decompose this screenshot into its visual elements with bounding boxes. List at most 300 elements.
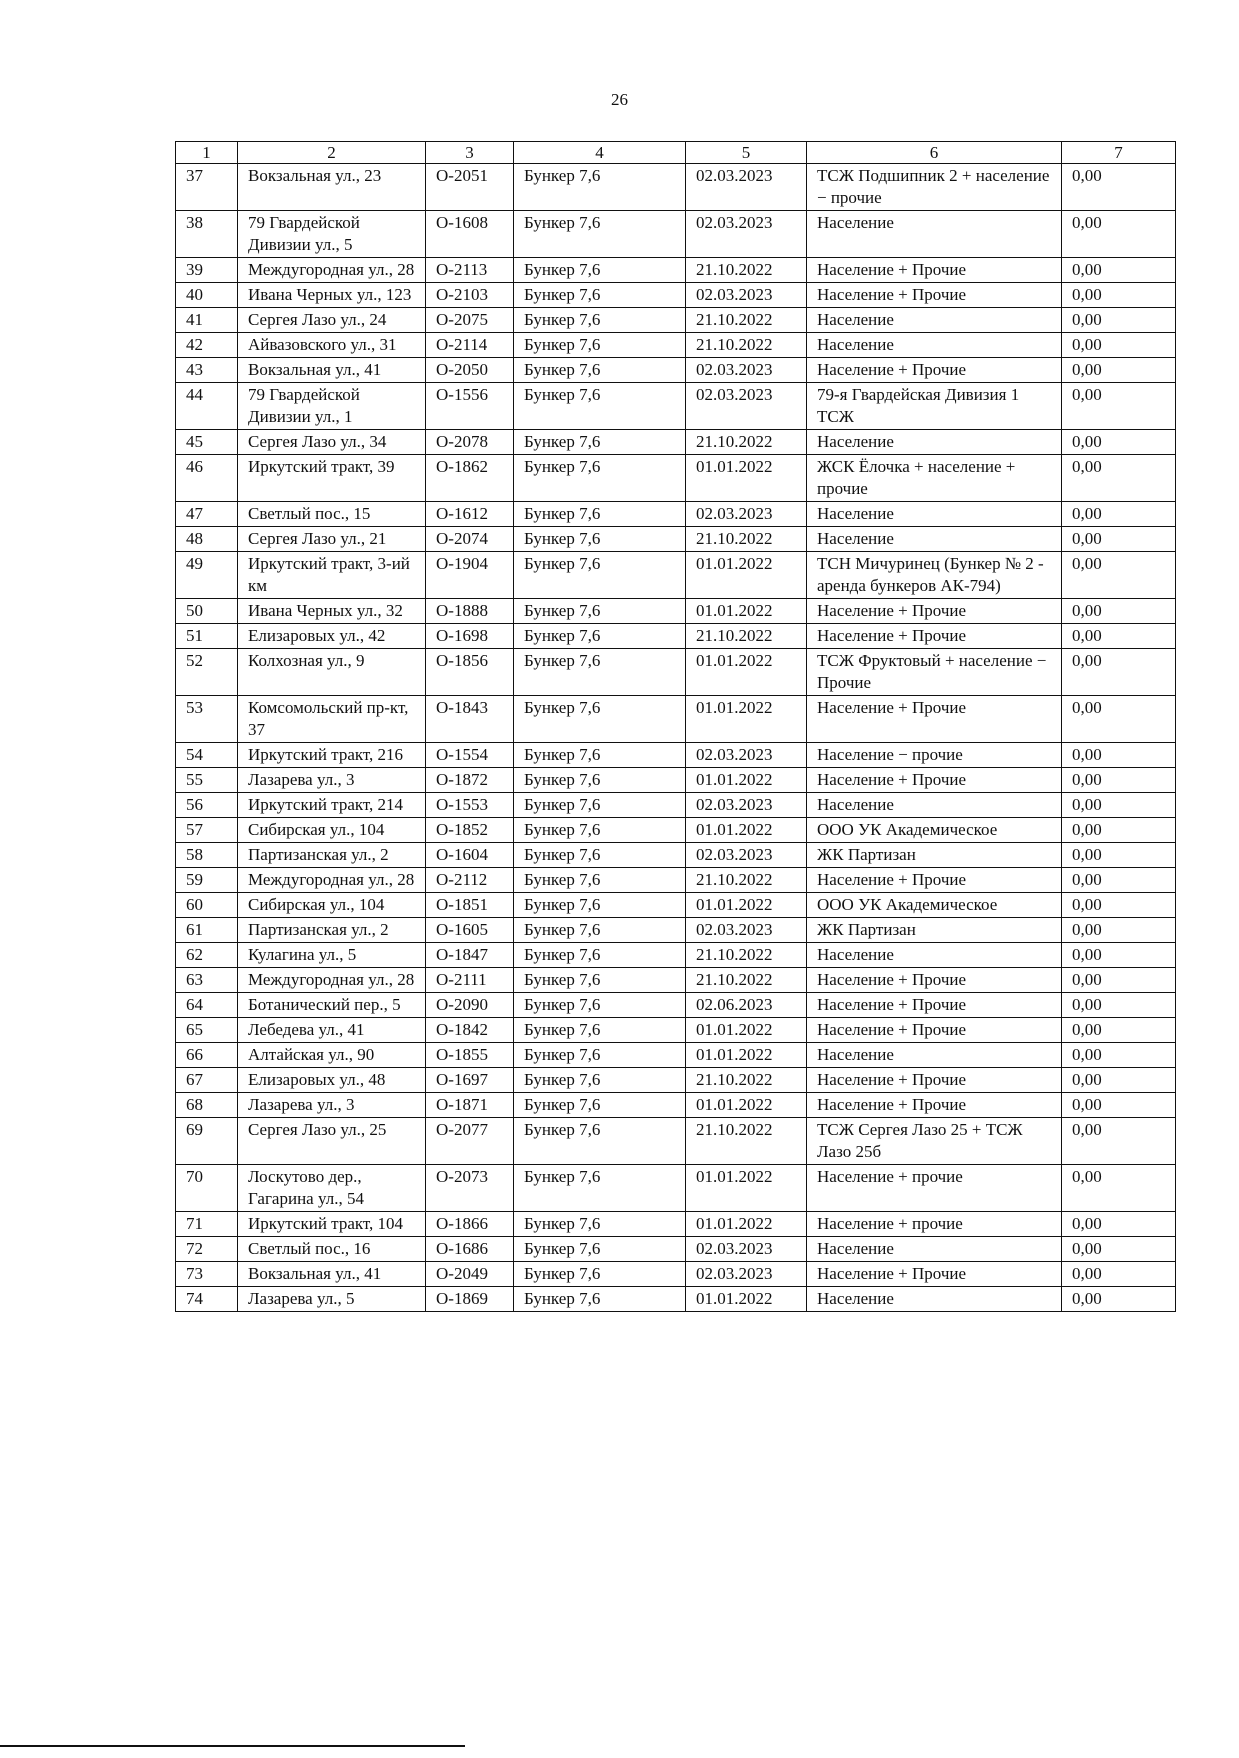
table-row bbox=[176, 893, 1176, 918]
consumer-cell: Население + Прочие bbox=[807, 868, 1062, 893]
consumer-cell: Население + Прочие bbox=[807, 696, 1062, 743]
table-row bbox=[176, 358, 1176, 383]
consumer-cell: Население bbox=[807, 1237, 1062, 1262]
row-number: 49 bbox=[176, 552, 238, 599]
table-row bbox=[176, 918, 1176, 943]
value-cell: 0,00 bbox=[1062, 1237, 1176, 1262]
row-number: 43 bbox=[176, 358, 238, 383]
address-cell: Иркутский тракт, 39 bbox=[238, 455, 426, 502]
site-code-cell: О-1888 bbox=[426, 599, 514, 624]
table-row bbox=[176, 793, 1176, 818]
consumer-cell: Население bbox=[807, 502, 1062, 527]
row-number: 44 bbox=[176, 383, 238, 430]
value-cell: 0,00 bbox=[1062, 308, 1176, 333]
container-type-cell: Бункер 7,6 bbox=[514, 1043, 686, 1068]
address-cell: Партизанская ул., 2 bbox=[238, 843, 426, 868]
value-cell: 0,00 bbox=[1062, 455, 1176, 502]
consumer-cell: Население + Прочие bbox=[807, 258, 1062, 283]
column-header: 6 bbox=[807, 142, 1062, 164]
container-type-cell: Бункер 7,6 bbox=[514, 211, 686, 258]
date-cell: 02.03.2023 bbox=[686, 358, 807, 383]
container-type-cell: Бункер 7,6 bbox=[514, 743, 686, 768]
date-cell: 21.10.2022 bbox=[686, 333, 807, 358]
date-cell: 02.03.2023 bbox=[686, 843, 807, 868]
row-number: 65 bbox=[176, 1018, 238, 1043]
date-cell: 21.10.2022 bbox=[686, 527, 807, 552]
date-cell: 02.03.2023 bbox=[686, 164, 807, 211]
site-code-cell: О-1852 bbox=[426, 818, 514, 843]
container-type-cell: Бункер 7,6 bbox=[514, 333, 686, 358]
row-number: 57 bbox=[176, 818, 238, 843]
container-type-cell: Бункер 7,6 bbox=[514, 649, 686, 696]
value-cell: 0,00 bbox=[1062, 1043, 1176, 1068]
row-number: 41 bbox=[176, 308, 238, 333]
container-type-cell: Бункер 7,6 bbox=[514, 358, 686, 383]
value-cell: 0,00 bbox=[1062, 1018, 1176, 1043]
date-cell: 02.06.2023 bbox=[686, 993, 807, 1018]
table-row bbox=[176, 818, 1176, 843]
date-cell: 01.01.2022 bbox=[686, 1165, 807, 1212]
date-cell: 01.01.2022 bbox=[686, 455, 807, 502]
site-code-cell: О-1904 bbox=[426, 552, 514, 599]
address-cell: Лазарева ул., 3 bbox=[238, 1093, 426, 1118]
column-header: 5 bbox=[686, 142, 807, 164]
value-cell: 0,00 bbox=[1062, 993, 1176, 1018]
site-code-cell: О-2051 bbox=[426, 164, 514, 211]
consumer-cell: Население bbox=[807, 308, 1062, 333]
value-cell: 0,00 bbox=[1062, 383, 1176, 430]
consumer-cell: Население + Прочие bbox=[807, 1018, 1062, 1043]
value-cell: 0,00 bbox=[1062, 164, 1176, 211]
row-number: 59 bbox=[176, 868, 238, 893]
table-row bbox=[176, 1093, 1176, 1118]
container-type-cell: Бункер 7,6 bbox=[514, 818, 686, 843]
consumer-cell: ЖК Партизан bbox=[807, 843, 1062, 868]
consumer-cell: Население + Прочие bbox=[807, 968, 1062, 993]
container-type-cell: Бункер 7,6 bbox=[514, 1093, 686, 1118]
date-cell: 21.10.2022 bbox=[686, 868, 807, 893]
container-type-cell: Бункер 7,6 bbox=[514, 527, 686, 552]
consumer-cell: Население + Прочие bbox=[807, 358, 1062, 383]
value-cell: 0,00 bbox=[1062, 768, 1176, 793]
date-cell: 01.01.2022 bbox=[686, 768, 807, 793]
container-type-cell: Бункер 7,6 bbox=[514, 768, 686, 793]
address-cell: Светлый пос., 15 bbox=[238, 502, 426, 527]
date-cell: 01.01.2022 bbox=[686, 1287, 807, 1312]
container-type-cell: Бункер 7,6 bbox=[514, 696, 686, 743]
row-number: 46 bbox=[176, 455, 238, 502]
date-cell: 02.03.2023 bbox=[686, 383, 807, 430]
row-number: 52 bbox=[176, 649, 238, 696]
address-cell: Сергея Лазо ул., 34 bbox=[238, 430, 426, 455]
date-cell: 01.01.2022 bbox=[686, 649, 807, 696]
container-type-cell: Бункер 7,6 bbox=[514, 1068, 686, 1093]
address-cell: Ивана Черных ул., 32 bbox=[238, 599, 426, 624]
address-cell: Лазарева ул., 5 bbox=[238, 1287, 426, 1312]
address-cell: Иркутский тракт, 216 bbox=[238, 743, 426, 768]
site-code-cell: О-1698 bbox=[426, 624, 514, 649]
row-number: 64 bbox=[176, 993, 238, 1018]
date-cell: 01.01.2022 bbox=[686, 1043, 807, 1068]
consumer-cell: Население + Прочие bbox=[807, 993, 1062, 1018]
table-row bbox=[176, 383, 1176, 430]
site-code-cell: О-2074 bbox=[426, 527, 514, 552]
value-cell: 0,00 bbox=[1062, 1068, 1176, 1093]
table-row bbox=[176, 1043, 1176, 1068]
site-code-cell: О-1847 bbox=[426, 943, 514, 968]
value-cell: 0,00 bbox=[1062, 1287, 1176, 1312]
date-cell: 01.01.2022 bbox=[686, 552, 807, 599]
table-row bbox=[176, 768, 1176, 793]
table-row bbox=[176, 258, 1176, 283]
site-code-cell: О-2078 bbox=[426, 430, 514, 455]
row-number: 39 bbox=[176, 258, 238, 283]
consumer-cell: Население bbox=[807, 943, 1062, 968]
value-cell: 0,00 bbox=[1062, 624, 1176, 649]
table-row bbox=[176, 211, 1176, 258]
site-code-cell: О-1556 bbox=[426, 383, 514, 430]
address-cell: Лебедева ул., 41 bbox=[238, 1018, 426, 1043]
container-type-cell: Бункер 7,6 bbox=[514, 599, 686, 624]
date-cell: 01.01.2022 bbox=[686, 1018, 807, 1043]
row-number: 66 bbox=[176, 1043, 238, 1068]
table-row bbox=[176, 527, 1176, 552]
site-code-cell: О-1553 bbox=[426, 793, 514, 818]
consumer-cell: Население + прочие bbox=[807, 1165, 1062, 1212]
site-code-cell: О-1842 bbox=[426, 1018, 514, 1043]
address-cell: Елизаровых ул., 42 bbox=[238, 624, 426, 649]
container-sites-table bbox=[175, 141, 1176, 1312]
row-number: 69 bbox=[176, 1118, 238, 1165]
address-cell: Комсомольский пр-кт, 37 bbox=[238, 696, 426, 743]
site-code-cell: О-1608 bbox=[426, 211, 514, 258]
value-cell: 0,00 bbox=[1062, 527, 1176, 552]
row-number: 56 bbox=[176, 793, 238, 818]
column-header: 7 bbox=[1062, 142, 1176, 164]
container-type-cell: Бункер 7,6 bbox=[514, 308, 686, 333]
address-cell: Междугородная ул., 28 bbox=[238, 968, 426, 993]
table-row bbox=[176, 599, 1176, 624]
table-row bbox=[176, 1118, 1176, 1165]
address-cell: Алтайская ул., 90 bbox=[238, 1043, 426, 1068]
container-type-cell: Бункер 7,6 bbox=[514, 1018, 686, 1043]
value-cell: 0,00 bbox=[1062, 696, 1176, 743]
table-row bbox=[176, 283, 1176, 308]
site-code-cell: О-1862 bbox=[426, 455, 514, 502]
row-number: 55 bbox=[176, 768, 238, 793]
consumer-cell: Население + Прочие bbox=[807, 768, 1062, 793]
address-cell: Кулагина ул., 5 bbox=[238, 943, 426, 968]
consumer-cell: ЖК Партизан bbox=[807, 918, 1062, 943]
date-cell: 21.10.2022 bbox=[686, 624, 807, 649]
value-cell: 0,00 bbox=[1062, 211, 1176, 258]
column-header: 1 bbox=[176, 142, 238, 164]
date-cell: 02.03.2023 bbox=[686, 743, 807, 768]
site-code-cell: О-2077 bbox=[426, 1118, 514, 1165]
column-header: 2 bbox=[238, 142, 426, 164]
container-type-cell: Бункер 7,6 bbox=[514, 164, 686, 211]
value-cell: 0,00 bbox=[1062, 599, 1176, 624]
date-cell: 01.01.2022 bbox=[686, 696, 807, 743]
consumer-cell: Население + Прочие bbox=[807, 1068, 1062, 1093]
date-cell: 21.10.2022 bbox=[686, 968, 807, 993]
date-cell: 02.03.2023 bbox=[686, 1262, 807, 1287]
table-row bbox=[176, 333, 1176, 358]
consumer-cell: ЖСК Ёлочка + население + прочие bbox=[807, 455, 1062, 502]
address-cell: Сибирская ул., 104 bbox=[238, 818, 426, 843]
site-code-cell: О-1869 bbox=[426, 1287, 514, 1312]
consumer-cell: ООО УК Академическое bbox=[807, 893, 1062, 918]
date-cell: 01.01.2022 bbox=[686, 1212, 807, 1237]
container-type-cell: Бункер 7,6 bbox=[514, 455, 686, 502]
address-cell: Вокзальная ул., 41 bbox=[238, 1262, 426, 1287]
container-type-cell: Бункер 7,6 bbox=[514, 430, 686, 455]
value-cell: 0,00 bbox=[1062, 793, 1176, 818]
container-type-cell: Бункер 7,6 bbox=[514, 383, 686, 430]
site-code-cell: О-2050 bbox=[426, 358, 514, 383]
site-code-cell: О-1605 bbox=[426, 918, 514, 943]
address-cell: Сергея Лазо ул., 24 bbox=[238, 308, 426, 333]
address-cell: Сергея Лазо ул., 21 bbox=[238, 527, 426, 552]
column-header: 4 bbox=[514, 142, 686, 164]
site-code-cell: О-1686 bbox=[426, 1237, 514, 1262]
row-number: 45 bbox=[176, 430, 238, 455]
date-cell: 21.10.2022 bbox=[686, 258, 807, 283]
table-row bbox=[176, 1237, 1176, 1262]
consumer-cell: Население bbox=[807, 1043, 1062, 1068]
value-cell: 0,00 bbox=[1062, 1262, 1176, 1287]
consumer-cell: ТСЖ Фруктовый + население − Прочие bbox=[807, 649, 1062, 696]
date-cell: 02.03.2023 bbox=[686, 502, 807, 527]
address-cell: Партизанская ул., 2 bbox=[238, 918, 426, 943]
consumer-cell: ТСЖ Сергея Лазо 25 + ТСЖ Лазо 25б bbox=[807, 1118, 1062, 1165]
site-code-cell: О-1871 bbox=[426, 1093, 514, 1118]
value-cell: 0,00 bbox=[1062, 552, 1176, 599]
table-row bbox=[176, 624, 1176, 649]
date-cell: 02.03.2023 bbox=[686, 1237, 807, 1262]
site-code-cell: О-1554 bbox=[426, 743, 514, 768]
row-number: 67 bbox=[176, 1068, 238, 1093]
row-number: 50 bbox=[176, 599, 238, 624]
row-number: 58 bbox=[176, 843, 238, 868]
table-row bbox=[176, 1165, 1176, 1212]
table-row bbox=[176, 649, 1176, 696]
value-cell: 0,00 bbox=[1062, 943, 1176, 968]
address-cell: Светлый пос., 16 bbox=[238, 1237, 426, 1262]
value-cell: 0,00 bbox=[1062, 358, 1176, 383]
container-type-cell: Бункер 7,6 bbox=[514, 1118, 686, 1165]
consumer-cell: Население + прочие bbox=[807, 1212, 1062, 1237]
date-cell: 01.01.2022 bbox=[686, 893, 807, 918]
container-type-cell: Бункер 7,6 bbox=[514, 258, 686, 283]
row-number: 74 bbox=[176, 1287, 238, 1312]
consumer-cell: ТСН Мичуринец (Бункер № 2 - аренда бункеров АК-794) bbox=[807, 552, 1062, 599]
date-cell: 21.10.2022 bbox=[686, 943, 807, 968]
address-cell: Междугородная ул., 28 bbox=[238, 868, 426, 893]
consumer-cell: 79-я Гвардейская Дивизия 1 ТСЖ bbox=[807, 383, 1062, 430]
consumer-cell: Население bbox=[807, 211, 1062, 258]
consumer-cell: Население + Прочие bbox=[807, 599, 1062, 624]
table-row bbox=[176, 308, 1176, 333]
table-row bbox=[176, 164, 1176, 211]
table-row bbox=[176, 968, 1176, 993]
consumer-cell: Население + Прочие bbox=[807, 624, 1062, 649]
site-code-cell: О-1843 bbox=[426, 696, 514, 743]
row-number: 61 bbox=[176, 918, 238, 943]
footnote-separator bbox=[0, 1745, 465, 1747]
site-code-cell: О-2073 bbox=[426, 1165, 514, 1212]
value-cell: 0,00 bbox=[1062, 968, 1176, 993]
site-code-cell: О-2049 bbox=[426, 1262, 514, 1287]
address-cell: Елизаровых ул., 48 bbox=[238, 1068, 426, 1093]
container-type-cell: Бункер 7,6 bbox=[514, 843, 686, 868]
consumer-cell: Население bbox=[807, 527, 1062, 552]
address-cell: Ивана Черных ул., 123 bbox=[238, 283, 426, 308]
site-code-cell: О-2090 bbox=[426, 993, 514, 1018]
row-number: 63 bbox=[176, 968, 238, 993]
container-type-cell: Бункер 7,6 bbox=[514, 1237, 686, 1262]
container-type-cell: Бункер 7,6 bbox=[514, 552, 686, 599]
table-row bbox=[176, 552, 1176, 599]
container-type-cell: Бункер 7,6 bbox=[514, 868, 686, 893]
address-cell: Сибирская ул., 104 bbox=[238, 893, 426, 918]
container-type-cell: Бункер 7,6 bbox=[514, 968, 686, 993]
site-code-cell: О-1851 bbox=[426, 893, 514, 918]
container-type-cell: Бункер 7,6 bbox=[514, 1287, 686, 1312]
site-code-cell: О-2103 bbox=[426, 283, 514, 308]
table-header-row bbox=[176, 142, 1176, 164]
site-code-cell: О-1604 bbox=[426, 843, 514, 868]
value-cell: 0,00 bbox=[1062, 258, 1176, 283]
site-code-cell: О-1697 bbox=[426, 1068, 514, 1093]
container-type-cell: Бункер 7,6 bbox=[514, 993, 686, 1018]
table-row bbox=[176, 430, 1176, 455]
consumer-cell: Население + Прочие bbox=[807, 1262, 1062, 1287]
value-cell: 0,00 bbox=[1062, 893, 1176, 918]
row-number: 68 bbox=[176, 1093, 238, 1118]
date-cell: 21.10.2022 bbox=[686, 430, 807, 455]
value-cell: 0,00 bbox=[1062, 283, 1176, 308]
date-cell: 02.03.2023 bbox=[686, 918, 807, 943]
value-cell: 0,00 bbox=[1062, 649, 1176, 696]
table-row bbox=[176, 1068, 1176, 1093]
value-cell: 0,00 bbox=[1062, 743, 1176, 768]
consumer-cell: ООО УК Академическое bbox=[807, 818, 1062, 843]
row-number: 38 bbox=[176, 211, 238, 258]
address-cell: Айвазовского ул., 31 bbox=[238, 333, 426, 358]
address-cell: Ботанический пер., 5 bbox=[238, 993, 426, 1018]
address-cell: 79 Гвардейской Дивизии ул., 5 bbox=[238, 211, 426, 258]
table-row bbox=[176, 502, 1176, 527]
consumer-cell: Население bbox=[807, 430, 1062, 455]
container-type-cell: Бункер 7,6 bbox=[514, 893, 686, 918]
site-code-cell: О-2112 bbox=[426, 868, 514, 893]
row-number: 51 bbox=[176, 624, 238, 649]
value-cell: 0,00 bbox=[1062, 1165, 1176, 1212]
value-cell: 0,00 bbox=[1062, 843, 1176, 868]
row-number: 37 bbox=[176, 164, 238, 211]
value-cell: 0,00 bbox=[1062, 918, 1176, 943]
table-body bbox=[176, 164, 1176, 1312]
row-number: 54 bbox=[176, 743, 238, 768]
value-cell: 0,00 bbox=[1062, 333, 1176, 358]
value-cell: 0,00 bbox=[1062, 502, 1176, 527]
address-cell: Колхозная ул., 9 bbox=[238, 649, 426, 696]
consumer-cell: Население + Прочие bbox=[807, 283, 1062, 308]
value-cell: 0,00 bbox=[1062, 430, 1176, 455]
container-type-cell: Бункер 7,6 bbox=[514, 793, 686, 818]
row-number: 73 bbox=[176, 1262, 238, 1287]
consumer-cell: ТСЖ Подшипник 2 + население − прочие bbox=[807, 164, 1062, 211]
site-code-cell: О-1855 bbox=[426, 1043, 514, 1068]
address-cell: Вокзальная ул., 23 bbox=[238, 164, 426, 211]
site-code-cell: О-2075 bbox=[426, 308, 514, 333]
date-cell: 01.01.2022 bbox=[686, 818, 807, 843]
value-cell: 0,00 bbox=[1062, 1212, 1176, 1237]
table-row bbox=[176, 1287, 1176, 1312]
container-type-cell: Бункер 7,6 bbox=[514, 1262, 686, 1287]
date-cell: 02.03.2023 bbox=[686, 211, 807, 258]
row-number: 70 bbox=[176, 1165, 238, 1212]
site-code-cell: О-2113 bbox=[426, 258, 514, 283]
table-row bbox=[176, 455, 1176, 502]
address-cell: Междугородная ул., 28 bbox=[238, 258, 426, 283]
consumer-cell: Население bbox=[807, 1287, 1062, 1312]
container-type-cell: Бункер 7,6 bbox=[514, 1165, 686, 1212]
value-cell: 0,00 bbox=[1062, 818, 1176, 843]
container-type-cell: Бункер 7,6 bbox=[514, 943, 686, 968]
column-header: 3 bbox=[426, 142, 514, 164]
date-cell: 01.01.2022 bbox=[686, 1093, 807, 1118]
site-code-cell: О-1866 bbox=[426, 1212, 514, 1237]
site-code-cell: О-2111 bbox=[426, 968, 514, 993]
table-row bbox=[176, 1262, 1176, 1287]
page-number: 26 bbox=[611, 90, 628, 109]
row-number: 71 bbox=[176, 1212, 238, 1237]
date-cell: 21.10.2022 bbox=[686, 1068, 807, 1093]
value-cell: 0,00 bbox=[1062, 868, 1176, 893]
address-cell: Иркутский тракт, 3-ий км bbox=[238, 552, 426, 599]
container-type-cell: Бункер 7,6 bbox=[514, 502, 686, 527]
container-type-cell: Бункер 7,6 bbox=[514, 283, 686, 308]
row-number: 40 bbox=[176, 283, 238, 308]
table-row bbox=[176, 993, 1176, 1018]
row-number: 48 bbox=[176, 527, 238, 552]
address-cell: Иркутский тракт, 104 bbox=[238, 1212, 426, 1237]
address-cell: Вокзальная ул., 41 bbox=[238, 358, 426, 383]
table-row bbox=[176, 1212, 1176, 1237]
address-cell: Иркутский тракт, 214 bbox=[238, 793, 426, 818]
row-number: 60 bbox=[176, 893, 238, 918]
address-cell: Лазарева ул., 3 bbox=[238, 768, 426, 793]
address-cell: 79 Гвардейской Дивизии ул., 1 bbox=[238, 383, 426, 430]
table-row bbox=[176, 743, 1176, 768]
site-code-cell: О-1872 bbox=[426, 768, 514, 793]
consumer-cell: Население bbox=[807, 333, 1062, 358]
consumer-cell: Население − прочие bbox=[807, 743, 1062, 768]
container-type-cell: Бункер 7,6 bbox=[514, 1212, 686, 1237]
date-cell: 21.10.2022 bbox=[686, 308, 807, 333]
date-cell: 21.10.2022 bbox=[686, 1118, 807, 1165]
site-code-cell: О-1856 bbox=[426, 649, 514, 696]
date-cell: 01.01.2022 bbox=[686, 599, 807, 624]
row-number: 47 bbox=[176, 502, 238, 527]
site-code-cell: О-2114 bbox=[426, 333, 514, 358]
row-number: 42 bbox=[176, 333, 238, 358]
consumer-cell: Население + Прочие bbox=[807, 1093, 1062, 1118]
row-number: 62 bbox=[176, 943, 238, 968]
row-number: 72 bbox=[176, 1237, 238, 1262]
